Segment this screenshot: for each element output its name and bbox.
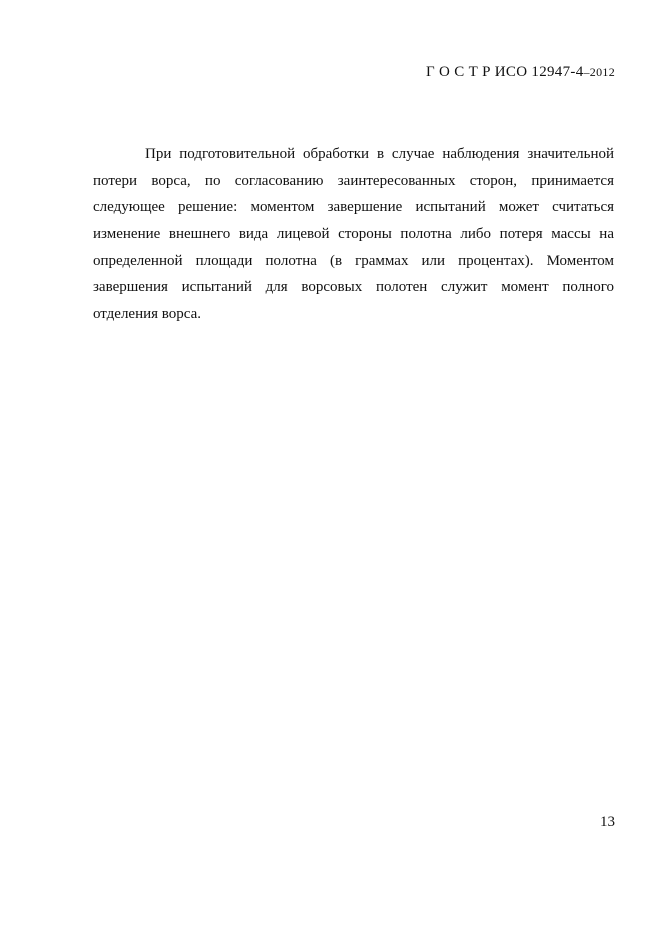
- standard-designation: [426, 64, 615, 81]
- paragraph-line: следующее решение: моментом завершение испытаний может считаться: [93, 199, 614, 216]
- body-paragraph: [93, 141, 614, 328]
- paragraph-line: завершения испытаний для ворсовых полотен служит момент полного: [93, 279, 614, 296]
- paragraph-line: определенной площади полотна (в граммах или процентах). Моментом: [93, 252, 614, 269]
- paragraph-line: отделения ворса.: [93, 306, 202, 323]
- standard-designation-year: –2012: [583, 65, 615, 79]
- paragraph-line: При подготовительной обработки в случае наблюдения значительной: [145, 146, 614, 162]
- paragraph-line: изменение внешнего вида лицевой стороны полотна либо потеря массы на: [93, 226, 614, 243]
- page-number: 13: [600, 814, 615, 830]
- paragraph-line: потери ворса, по согласованию заинтересованных сторон, принимается: [93, 172, 614, 189]
- standard-designation-main: Г О С Т Р ИСО 12947-4: [426, 64, 584, 80]
